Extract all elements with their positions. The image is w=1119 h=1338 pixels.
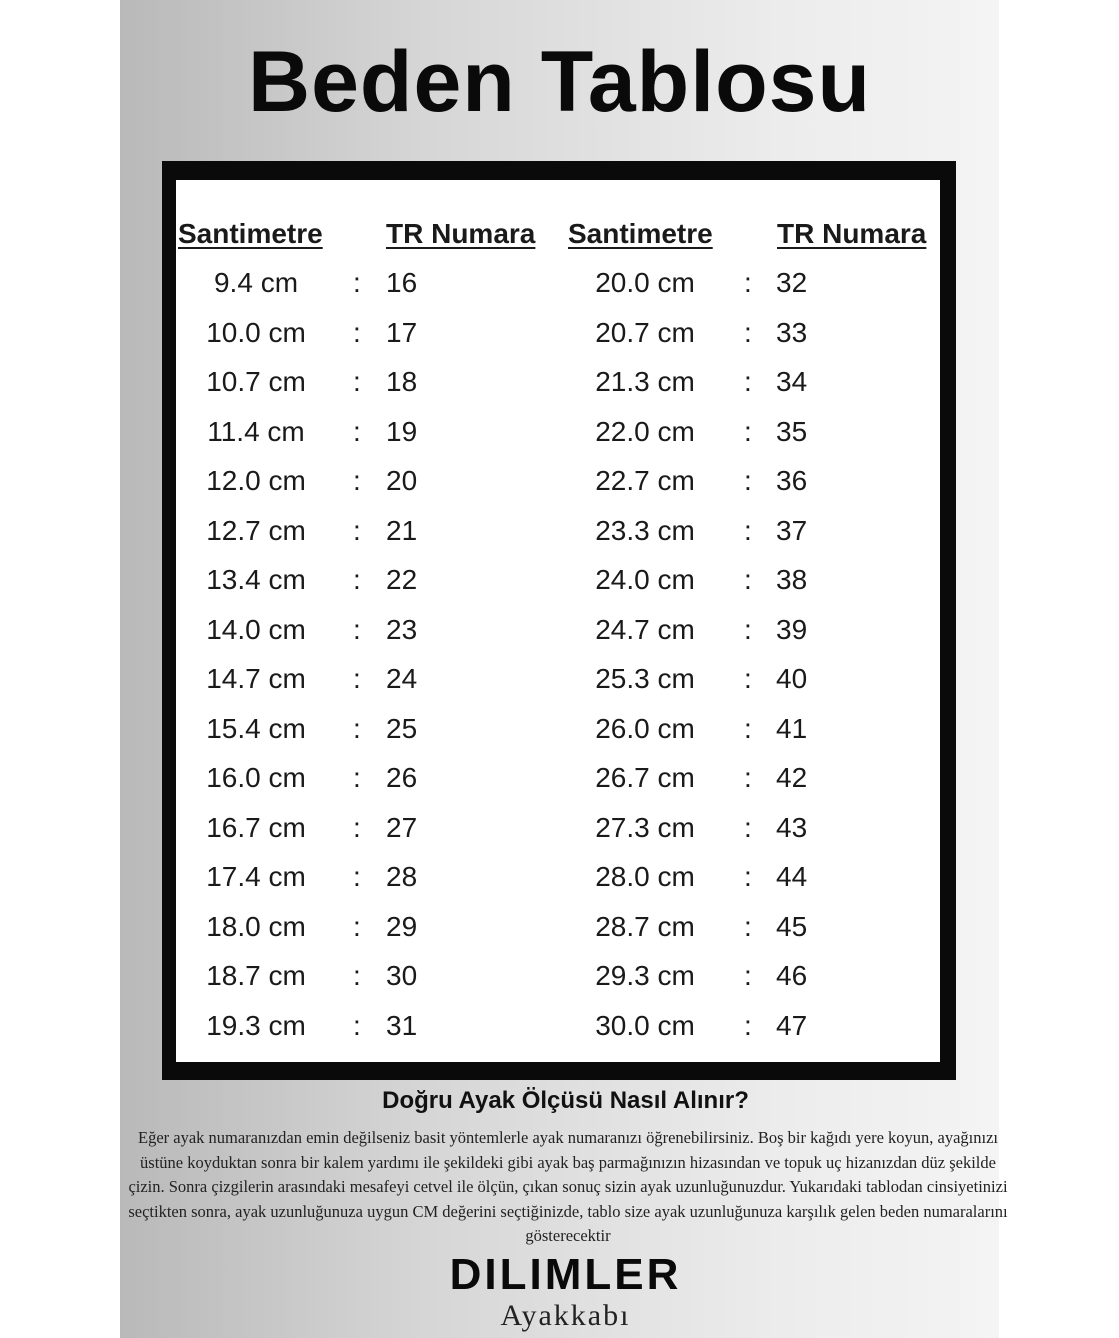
table-row	[0, 560, 1119, 600]
table-row	[0, 907, 1119, 947]
separator: :	[353, 910, 361, 942]
cm-value-right: 22.7 cm	[595, 465, 695, 496]
tr-number-right: 33	[776, 316, 808, 348]
separator: :	[744, 564, 752, 595]
header-right-tr: TR Numara	[777, 218, 927, 249]
table-row	[0, 709, 1119, 749]
tr-number-left: 20	[386, 465, 418, 496]
separator: :	[744, 366, 752, 397]
tr-number-right: 35	[776, 415, 808, 447]
table-row	[0, 362, 1119, 402]
separator: :	[353, 1009, 361, 1041]
tr-number-right: 46	[776, 960, 808, 991]
separator: :	[744, 316, 752, 348]
tr-number-right: 36	[776, 465, 808, 496]
table-row	[0, 808, 1119, 848]
cm-value-right: 28.0 cm	[595, 861, 695, 892]
separator: :	[353, 712, 361, 744]
cm-value-left: 18.0 cm	[206, 910, 306, 942]
separator: :	[353, 762, 361, 793]
separator: :	[353, 564, 361, 595]
cm-value-left: 12.0 cm	[206, 465, 306, 496]
page-title: Beden Tablosu	[247, 34, 872, 130]
separator: :	[744, 861, 752, 892]
cm-value-right: 23.3 cm	[595, 514, 695, 546]
tr-number-left: 28	[386, 861, 418, 892]
separator: :	[353, 267, 361, 298]
tr-number-right: 47	[776, 1009, 808, 1041]
header-right-cm: Santimetre	[568, 218, 713, 249]
tr-number-right: 32	[776, 267, 808, 298]
separator: :	[744, 1009, 752, 1041]
tr-number-right: 45	[776, 910, 808, 942]
cm-value-right: 21.3 cm	[595, 366, 695, 397]
separator: :	[353, 663, 361, 694]
cm-value-right: 26.0 cm	[595, 712, 695, 744]
cm-value-right: 20.0 cm	[595, 267, 695, 298]
cm-value-left: 13.4 cm	[206, 564, 306, 595]
separator: :	[744, 811, 752, 843]
tr-number-right: 43	[776, 811, 808, 843]
tr-number-right: 41	[776, 712, 808, 744]
cm-value-left: 16.0 cm	[206, 762, 306, 793]
cm-value-right: 27.3 cm	[595, 811, 695, 843]
separator: :	[744, 762, 752, 793]
cm-value-right: 28.7 cm	[595, 910, 695, 942]
cm-value-left: 15.4 cm	[206, 712, 306, 744]
separator: :	[744, 910, 752, 942]
separator: :	[353, 465, 361, 496]
cm-value-left: 18.7 cm	[206, 960, 306, 991]
separator: :	[744, 415, 752, 447]
tr-number-right: 34	[776, 366, 808, 397]
tr-number-left: 18	[386, 366, 418, 397]
tr-number-left: 31	[386, 1009, 418, 1041]
table-row	[0, 956, 1119, 996]
separator: :	[353, 514, 361, 546]
cm-value-right: 24.0 cm	[595, 564, 695, 595]
cm-value-right: 22.0 cm	[595, 415, 695, 447]
cm-value-left: 16.7 cm	[206, 811, 306, 843]
cm-value-left: 10.7 cm	[206, 366, 306, 397]
tr-number-right: 39	[776, 613, 808, 645]
table-row	[0, 758, 1119, 798]
table-row	[0, 313, 1119, 353]
cm-value-right: 29.3 cm	[595, 960, 695, 991]
separator: :	[744, 960, 752, 991]
tr-number-right: 44	[776, 861, 808, 892]
tr-number-left: 26	[386, 762, 418, 793]
cm-value-left: 12.7 cm	[206, 514, 306, 546]
table-row	[0, 1006, 1119, 1046]
cm-value-left: 11.4 cm	[207, 415, 305, 447]
tr-number-left: 27	[386, 811, 418, 843]
table-row	[0, 461, 1119, 501]
table-row	[0, 659, 1119, 699]
separator: :	[744, 663, 752, 694]
cm-value-left: 9.4 cm	[213, 267, 299, 298]
table-row	[0, 412, 1119, 452]
tr-number-right: 38	[776, 564, 808, 595]
cm-value-right: 25.3 cm	[595, 663, 695, 694]
tr-number-left: 24	[386, 663, 418, 694]
table-row	[0, 263, 1119, 303]
cm-value-left: 19.3 cm	[206, 1009, 306, 1041]
tr-number-right: 40	[776, 663, 808, 694]
tr-number-right: 42	[776, 762, 808, 793]
separator: :	[744, 514, 752, 546]
tr-number-left: 29	[386, 910, 418, 942]
tr-number-left: 17	[386, 316, 418, 348]
separator: :	[353, 811, 361, 843]
info-text: Eğer ayak numaranızdan emin değilseniz basit yöntemlerle ayak numaranızı öğrenebilirsiniz. Boş bir kağıdı yere koyun, ayağınızı üstüne koyduktan sonra bir kalem yardımı ile şekildeki gibi ayak baş parmağınızın hizasından ve topuk uç hizanızdan düz şekilde çizin. Sonra çizgilerin arasındaki mesafeyi cetvel ile ölçün, çıkan sonuç sizin ayak uzunluğunuzdur. Yukarıdaki tablodan cinsiyetinizi seçtikten sonra, ayak uzunluğunuza uygun CM değerini seçtiğinizde, tablo size ayak uzunluğunuza karşılık gelen beden numaralarını gösterecektir	[128, 1128, 1008, 1245]
tr-number-left: 19	[386, 415, 418, 447]
tr-number-left: 16	[386, 267, 418, 298]
tr-number-left: 25	[386, 712, 418, 744]
brand-subtitle: Ayakkabı	[500, 1299, 631, 1332]
tr-number-right: 37	[776, 514, 808, 546]
cm-value-left: 14.0 cm	[206, 613, 306, 645]
separator: :	[353, 960, 361, 991]
separator: :	[744, 267, 752, 298]
cm-value-right: 24.7 cm	[595, 613, 695, 645]
brand-logo: DILIMLER	[449, 1250, 682, 1299]
header-left-tr: TR Numara	[386, 218, 536, 249]
separator: :	[744, 712, 752, 744]
tr-number-left: 21	[386, 514, 418, 546]
cm-value-right: 30.0 cm	[595, 1009, 695, 1041]
separator: :	[744, 613, 752, 645]
header-left-cm: Santimetre	[178, 218, 323, 249]
separator: :	[353, 415, 361, 447]
tr-number-left: 22	[386, 564, 418, 595]
cm-value-right: 26.7 cm	[595, 762, 695, 793]
separator: :	[353, 613, 361, 645]
separator: :	[353, 366, 361, 397]
tr-number-left: 30	[386, 960, 418, 991]
table-row	[0, 511, 1119, 551]
cm-value-right: 20.7 cm	[595, 316, 695, 348]
info-title: Doğru Ayak Ölçüsü Nasıl Alınır?	[382, 1087, 749, 1114]
cm-value-left: 14.7 cm	[206, 663, 306, 694]
separator: :	[744, 465, 752, 496]
separator: :	[353, 316, 361, 348]
table-row	[0, 610, 1119, 650]
table-row	[0, 857, 1119, 897]
cm-value-left: 17.4 cm	[206, 861, 306, 892]
tr-number-left: 23	[386, 613, 418, 645]
separator: :	[353, 861, 361, 892]
cm-value-left: 10.0 cm	[206, 316, 306, 348]
